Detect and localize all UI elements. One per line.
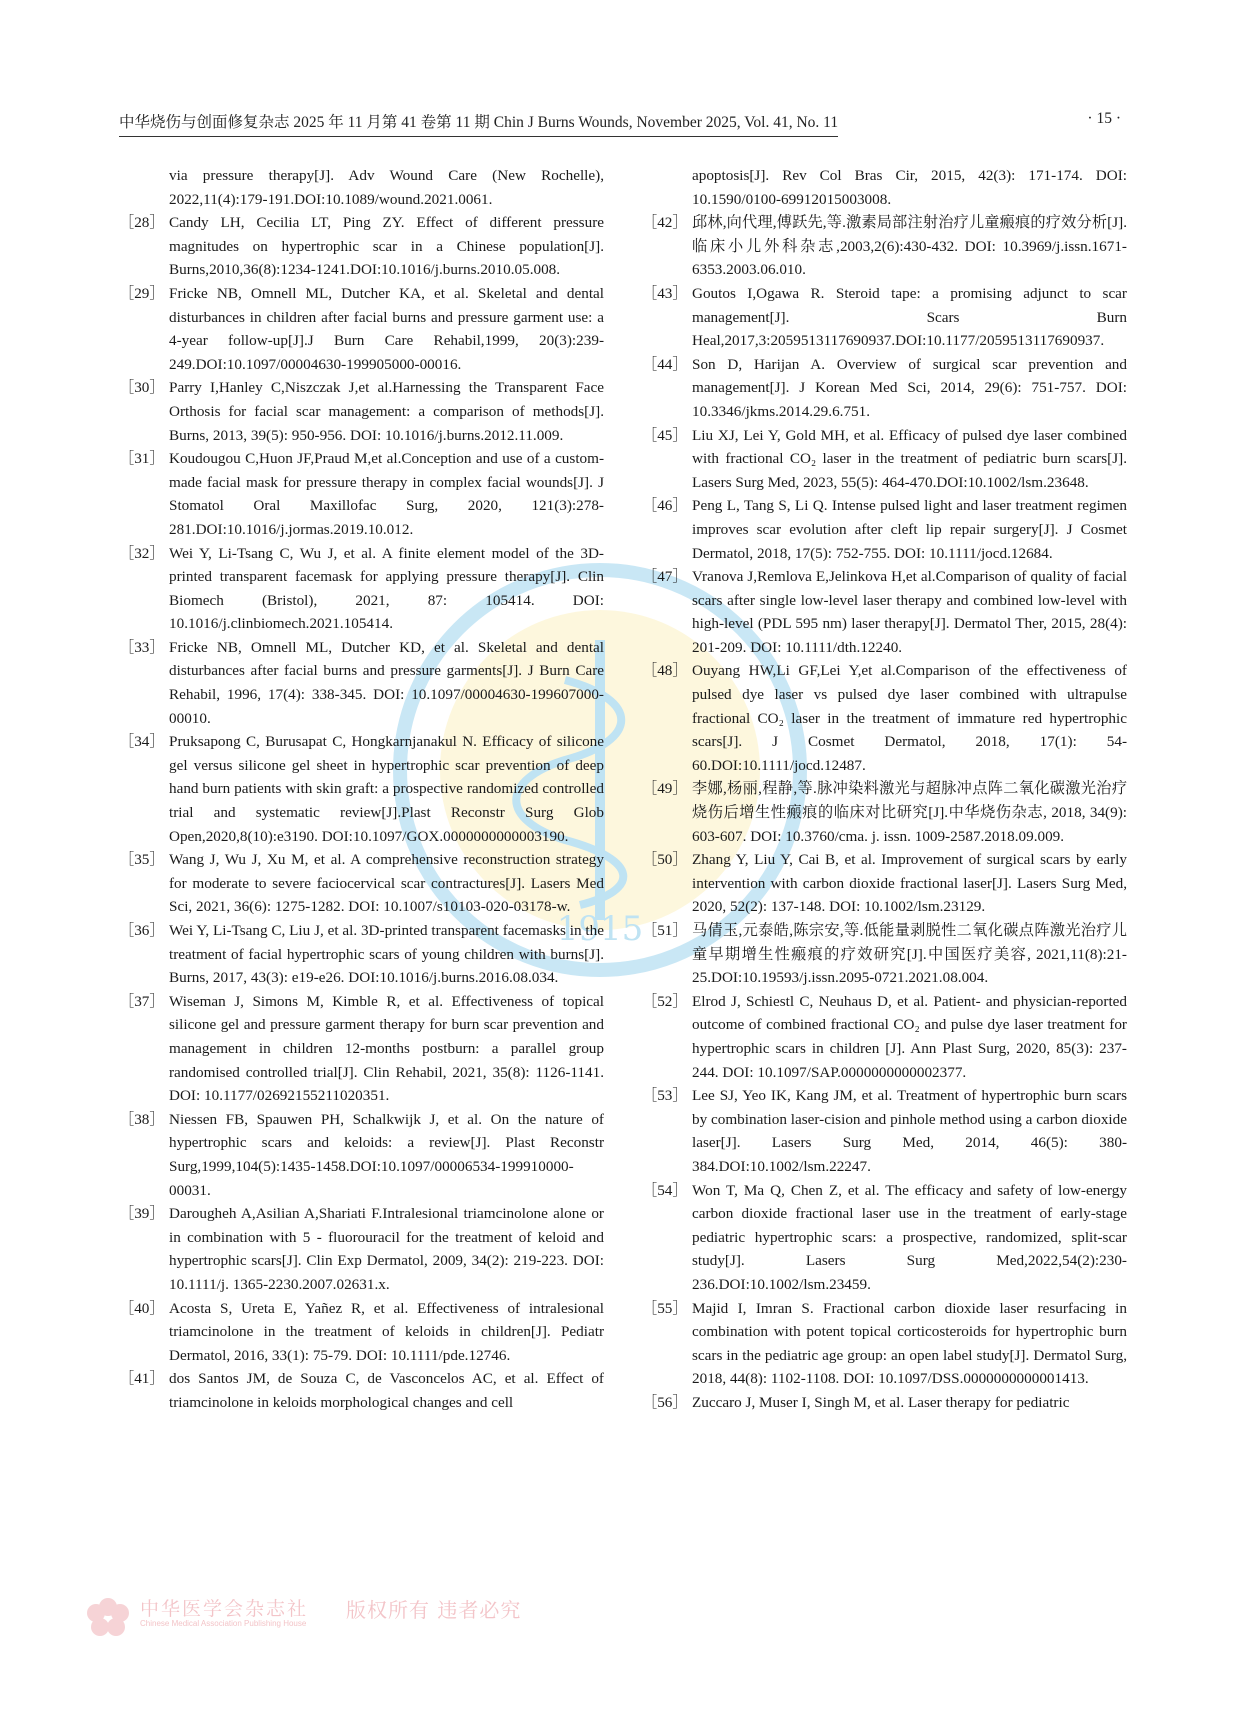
reference-number: ［54］ — [642, 1181, 688, 1199]
journal-header-line: 中华烧伤与创面修复杂志 2025 年 11 月第 41 卷第 11 期 Chin J Burns Wounds, November 2025, Vol. 41, No. 11 — [119, 110, 838, 137]
reference-number: ［39］ — [119, 1205, 165, 1223]
reference-entry — [119, 282, 604, 376]
reference-number: ［36］ — [119, 922, 165, 939]
reference-entry — [642, 353, 1127, 424]
reference-entry — [642, 777, 1127, 848]
reference-number: ［47］ — [642, 568, 688, 586]
reference-text: Lee SJ, Yeo IK, Kang JM, et al. Treatment of hypertrophic burn scars by combination laser-cision and pinhole method using a carbon dioxide laser[J]. Lasers Surg Med, 2014, 46(5): 380-384.DOI:10.1002/lsm.22247. — [692, 1087, 1127, 1175]
publisher-name: 中华医学会杂志社 — [140, 1598, 309, 1620]
reference-text: Zhang Y, Liu Y, Cai B, et al. Improvement of surgical scars by early intervention with carbon dioxide fractional laser[J]. Lasers Surg Med, 2020, 52(2): 137-148. DOI: 10.1002/lsm.23129. — [692, 851, 1127, 916]
reference-number: ［46］ — [642, 497, 688, 515]
reference-entry — [119, 919, 604, 990]
reference-text: Won T, Ma Q, Chen Z, et al. The efficacy and safety of low-energy carbon dioxide fractional laser use in the treatment of early-stage pediatric hypertrophic scars: a prospective, randomized, split-scar study[J]. Lasers Surg Med,2022,54(2):230-236.DOI:10.1002/lsm.23459. — [692, 1181, 1127, 1293]
reference-text: Darougheh A,Asilian A,Shariati F.Intralesional triamcinolone alone or in combination with 5 - fluorouracil for the treatment of keloid and hypertrophic scars[J]. Clin Exp Dermatol, 2009, 34(2): 219-223. DOI: 10.1111/j. 1365-2230.2007.02631.x. — [169, 1205, 604, 1293]
reference-entry — [119, 730, 604, 848]
reference-number: ［52］ — [642, 992, 688, 1010]
reference-entry — [119, 1367, 604, 1414]
reference-text: Wei Y, Li-Tsang C, Wu J, et al. A finite element model of the 3D-printed transparent facemask for applying pressure therapy[J]. Clin Biomech (Bristol), 2021, 87: 105414. DOI: 10.1016/j.clinbiomech.2021.105414. — [169, 544, 604, 633]
reference-entry — [119, 211, 604, 282]
reference-number: ［30］ — [119, 379, 165, 397]
reference-text: Wei Y, Li-Tsang C, Liu J, et al. 3D-printed transparent facemasks in the treatment of facial hypertrophic scars of young children with burns[J]. Burns, 2017, 43(3): e19-e26. DOI:10.1016/j.burns.2016.08.034. — [169, 922, 604, 987]
reference-number: ［48］ — [642, 662, 688, 680]
reference-text: apoptosis[J]. Rev Col Bras Cir, 2015, 42(3): 171-174. DOI: 10.1590/0100-69912015003008. — [692, 167, 1127, 208]
reference-text: Wiseman J, Simons M, Kimble R, et al. Effectiveness of topical silicone gel and pressure garment therapy for burn scar prevention and management in children 12-months postburn: a parallel group randomised controlled trial[J]. Clin Rehabil, 2021, 35(8): 1126-1141. DOI: 10.1177/02692155211020351. — [169, 992, 604, 1105]
reference-entry — [119, 990, 604, 1108]
publisher-name-en: Chinese Medical Association Publishing House — [140, 1619, 307, 1628]
reference-number: ［53］ — [642, 1087, 688, 1105]
reference-text: Ouyang HW,Li GF,Lei Y,et al.Comparison of the effectiveness of pulsed dye laser vs pulsed dye laser combined with ultrapulse fractional CO₂ laser in the treatment of immature red hypertrophic scars[J]. J Cosmet Dermatol, 2018, 17(1): 54-60.DOI:10.1111/jocd.12487. — [692, 662, 1127, 774]
references-left-column — [119, 164, 604, 1414]
references-right-column — [642, 164, 1127, 1414]
reference-entry — [642, 565, 1127, 659]
reference-entry — [642, 990, 1127, 1084]
reference-number: ［44］ — [642, 355, 688, 373]
reference-entry — [119, 376, 604, 447]
reference-number: ［45］ — [642, 426, 688, 444]
reference-text: dos Santos JM, de Souza C, de Vasconcelos AC, et al. Effect of triamcinolone in keloids morphological changes and cell — [169, 1370, 604, 1411]
reference-entry — [642, 282, 1127, 353]
reference-number: ［56］ — [642, 1393, 688, 1411]
reference-number: ［35］ — [119, 851, 165, 869]
reference-text: Son D, Harijan A. Overview of surgical scar prevention and management[J]. J Korean Med Sci, 2014, 29(6): 751-757. DOI: 10.3346/jkms.2014.29.6.751. — [692, 355, 1127, 420]
reference-entry — [642, 424, 1127, 495]
reference-entry — [119, 636, 604, 730]
reference-number: ［37］ — [119, 992, 165, 1010]
reference-number: ［33］ — [119, 638, 165, 656]
reference-entry — [642, 164, 1127, 211]
reference-text: Elrod J, Schiestl C, Neuhaus D, et al. Patient- and physician-reported outcome of combined fractional CO₂ and pulse dye laser treatment for hypertrophic scars in children [J]. Ann Plast Surg, 2020, 85(3): 237-244. DOI: 10.1097/SAP.0000000000002377. — [692, 992, 1127, 1081]
reference-number: ［29］ — [119, 284, 165, 302]
reference-entry — [642, 1084, 1127, 1178]
reference-number: ［55］ — [642, 1299, 688, 1317]
page-number: · 15 · — [1087, 110, 1121, 127]
reference-number: ［31］ — [119, 450, 165, 468]
reference-number: ［28］ — [119, 214, 165, 232]
reference-text: Fricke NB, Omnell ML, Dutcher KD, et al. Skeletal and dental disturbances after facial burns and pressure garments[J]. J Burn Care Rehabil, 1996, 17(4): 338-345. DOI: 10.1097/00004630-199607000-00010. — [169, 638, 604, 727]
watermark-year: 1915 — [556, 909, 644, 949]
reference-text: 李娜,杨丽,程静,等.脉冲染料激光与超脉冲点阵二氧化碳激光治疗烧伤后增生性瘢痕的临床对比研究[J].中华烧伤杂志, 2018, 34(9): 603-607. DOI: 10.3760/cma. j. issn. 1009-2587.2018.09.009. — [692, 780, 1127, 845]
reference-text: Liu XJ, Lei Y, Gold MH, et al. Efficacy of pulsed dye laser combined with fractional CO₂ laser in the treatment of pediatric burn scars[J]. Lasers Surg Med, 2023, 55(5): 464-470.DOI:10.1002/lsm.23648. — [692, 426, 1127, 491]
reference-entry — [642, 494, 1127, 565]
reference-text: 马倩玉,元泰皓,陈宗安,等.低能量剥脱性二氧化碳点阵激光治疗儿童早期增生性瘢痕的疗效研究[J].中国医疗美容, 2021,11(8):21-25.DOI:10.19593/j.issn.2095-0721.2021.08.004. — [692, 922, 1127, 987]
reference-entry — [119, 1202, 604, 1296]
reference-entry — [119, 164, 604, 211]
reference-text: Zuccaro J, Muser I, Singh M, et al. Laser therapy for pediatric — [692, 1393, 1070, 1411]
reference-text: Niessen FB, Spauwen PH, Schalkwijk J, et al. On the nature of hypertrophic scars and keloids: a review[J]. Plast Reconstr Surg,1999,104(5):1435-1458.DOI:10.1097/00006534-199910000-00031. — [169, 1110, 604, 1199]
reference-text: Koudougou C,Huon JF,Praud M,et al.Conception and use of a custom-made facial mask for pressure therapy in complex facial wounds[J]. J Stomatol Oral Maxillofac Surg, 2020, 121(3):278-281.DOI:10.1016/j.jormas.2019.10.012. — [169, 450, 604, 538]
reference-text: Fricke NB, Omnell ML, Dutcher KA, et al. Skeletal and dental disturbances in children after facial burns and pressure garment use: a 4-year follow-up[J].J Burn Care Rehabil,1999, 20(3):239-249.DOI:10.1097/00004630-199905000-00016. — [169, 284, 604, 373]
reference-entry — [119, 542, 604, 636]
reference-number: ［41］ — [119, 1370, 165, 1388]
reference-text: Wang J, Wu J, Xu M, et al. A comprehensive reconstruction strategy for moderate to severe faciocervical scar contractures[J]. Lasers Med Sci, 2021, 36(6): 1275-1282. DOI: 10.1007/s10103-020-03178-w. — [169, 851, 604, 916]
reference-number: ［32］ — [119, 544, 165, 562]
reference-number: ［40］ — [119, 1299, 165, 1317]
reference-text: Candy LH, Cecilia LT, Ping ZY. Effect of different pressure magnitudes on hypertrophic scar in a Chinese population[J]. Burns,2010,36(8):1234-1241.DOI:10.1016/j.burns.2010.05.008. — [169, 214, 604, 279]
reference-entry — [119, 1297, 604, 1368]
reference-text: Peng L, Tang S, Li Q. Intense pulsed light and laser treatment regimen improves scar evolution after cleft lip repair surgery[J]. J Cosmet Dermatol, 2018, 17(5): 752-755. DOI: 10.1111/jocd.12684. — [692, 497, 1127, 562]
running-header — [119, 104, 1121, 134]
reference-text: Majid I, Imran S. Fractional carbon dioxide laser resurfacing in combination with potent topical corticosteroids for hypertrophic burn scars in the pediatric age group: an open label study[J]. Dermatol Surg, 2018, 44(8): 1102-1108. DOI: 10.1097/DSS.0000000000001413. — [692, 1299, 1127, 1388]
reference-text: Goutos I,Ogawa R. Steroid tape: a promising adjunct to scar management[J]. Scars Burn Heal,2017,3:2059513117690937.DOI:10.1177/2059513117690937. — [692, 284, 1127, 350]
reference-number: ［43］ — [642, 284, 688, 302]
reference-number: ［51］ — [642, 922, 688, 939]
reference-text: Vranova J,Remlova E,Jelinkova H,et al.Comparison of quality of facial scars after single low-level laser therapy and combined low-level with high-level (PDL 595 nm) laser therapy[J]. Dermatol Ther, 2015, 28(4): 201-209. DOI: 10.1111/dth.12240. — [692, 568, 1127, 656]
reference-entry — [119, 447, 604, 541]
reference-entry — [119, 1108, 604, 1202]
reference-number: ［50］ — [642, 851, 688, 869]
reference-entry — [642, 211, 1127, 282]
reference-entry — [642, 848, 1127, 919]
reference-text: Acosta S, Ureta E, Yañez R, et al. Effectiveness of intralesional triamcinolone in the treatment of keloids in children[J]. Pediatr Dermatol, 2016, 33(1): 75-79. DOI: 10.1111/pde.12746. — [169, 1299, 604, 1364]
reference-number: ［42］ — [642, 214, 688, 232]
reference-entry — [642, 919, 1127, 990]
reference-text: Pruksapong C, Burusapat C, Hongkarnjanakul N. Efficacy of silicone gel versus silicone gel sheet in hypertrophic scar prevention of deep hand burn patients with skin graft: a prospective randomized controlled trial and systematic review[J].Plast Reconstr Surg Glob Open,2020,8(10):e3190. DOI:10.1097/GOX.0000000000003190. — [169, 733, 604, 845]
reference-entry — [642, 659, 1127, 777]
reference-text: Parry I,Hanley C,Niszczak J,et al.Harnessing the Transparent Face Orthosis for facial scar management: a comparison of methods[J]. Burns, 2013, 39(5): 950-956. DOI: 10.1016/j.burns.2012.11.009. — [169, 379, 604, 444]
reference-number: ［38］ — [119, 1110, 165, 1128]
copyright-slogan: 版权所有 违者必究 — [346, 1598, 522, 1622]
reference-entry — [642, 1179, 1127, 1297]
reference-number: ［49］ — [642, 780, 688, 798]
reference-text: via pressure therapy[J]. Adv Wound Care (New Rochelle), 2022,11(4):179-191.DOI:10.1089/wound.2021.0061. — [169, 167, 604, 208]
reference-entry — [119, 848, 604, 919]
reference-text: 邱林,向代理,傅跃先,等.激素局部注射治疗儿童瘢痕的疗效分析[J].临床小儿外科杂志,2003,2(6):430-432. DOI: 10.3969/j.issn.1671-6353.2003.06.010. — [692, 214, 1127, 279]
reference-number: ［34］ — [119, 733, 165, 751]
reference-entry — [642, 1297, 1127, 1391]
reference-entry — [642, 1391, 1127, 1415]
